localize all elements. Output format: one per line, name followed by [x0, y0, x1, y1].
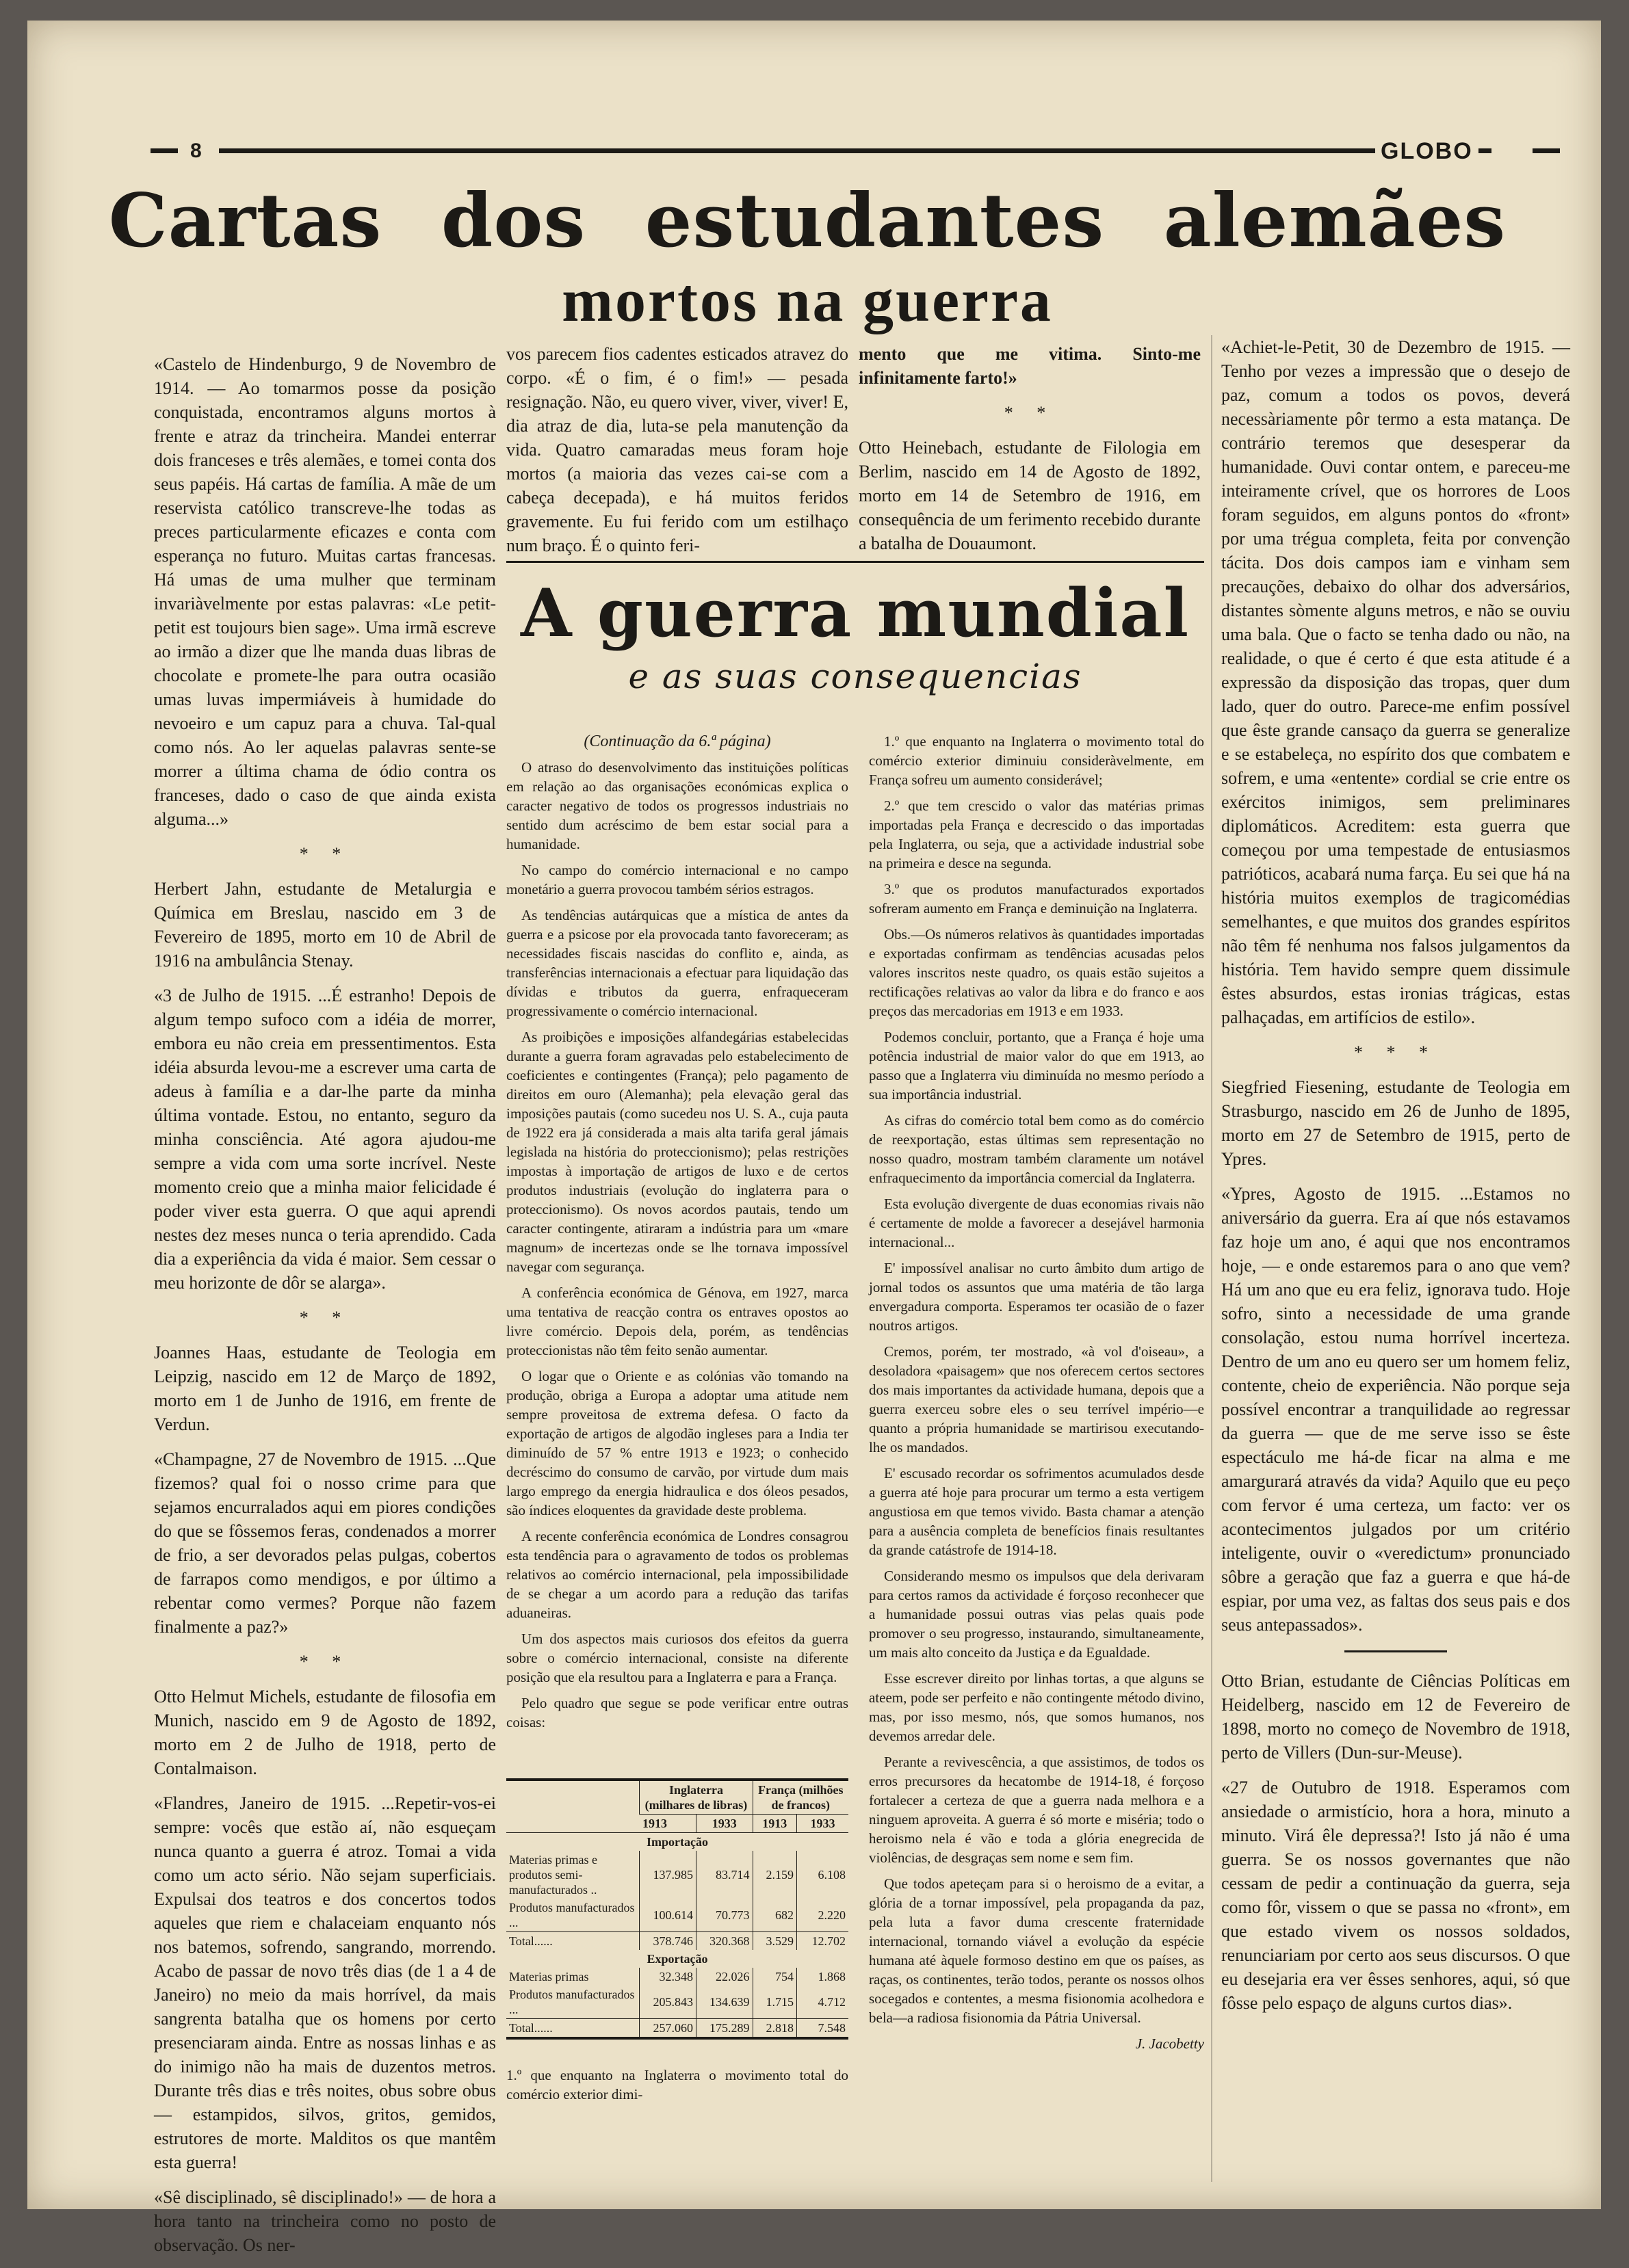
article-paragraph: A conferência económica de Génova, em 1927, marca uma tentativa de reacção contra os entraves opostos ao livre comércio. Depois dela, porém, as tendências proteccionistas não têm feito senão aumentar. — [506, 1284, 848, 1358]
letter-paragraph: «Achiet-le-Petit, 30 de Dezembro de 1915. — Tenho por vezes a impressão que o desejo de paz, comum a todos os povos, deverá necessàriamente pôr termo a esta matança. De contrário teremos que desesperar da humanidade. Ouvi contar ontem, e pareceu-me inteiramente crível, que os horrores de Loos foram seguidos, em alguns pontos do «front» por uma trégua completa, feita por convenção tácita. Dos dois campos iam e vinham sem precauções, debaixo do olhar dos adversários, distantes sòmente alguns metros, e não se ouviu uma bala. Que o facto se tenha dado ou não, na realidade, o que é certo é que esta atitude é a expressão da disposição das tropas, quer dum lado, quer do outro. Parece-me enfim possível que êste grande cansaço da guerra se generalize e se estabeleça, no espírito dos que combatem e sofrem, e uma «entente» cordial se crie entre os exércitos inimigos, sem preliminares diplomáticos. Acreditem: esta guerra que começou por uma tempestade de entusiasmos patrióticos, acabará numa farça. Eu sei que há na história muitos exemplos de tragicomédias semelhantes, e que muitos dos grandes espíritos não têm fé nenhuma nos falsos julgamentos da história. Tem havido sempre quem dissimule êstes absurdos, estas ironias trágicas, estas palhaçadas, em artifícios de estilo». — [1221, 337, 1570, 1027]
letter-paragraph: vos parecem fios cadentes esticados atravez do corpo. «É o fim, é o fim!» — pesada resignação. Não, eu quero viver, viver, viver! E, dia atraz de dia, luta-se pela manutenção da vida. Quatro camaradas meus foram hoje mortos (a maioria das vezes cai-se com a cabeça decepada), e há muitos feridos gravemente. Eu fui ferido com um estilhaço num braço. É o quinto feri- — [506, 344, 848, 555]
cell: 134.639 — [696, 1986, 753, 2019]
cell: 32.348 — [640, 1968, 696, 1986]
article-paragraph: Perante a revivescência, a que assistimos, de todos os erros precursores da hecatombe de 1914-18, é forçoso fortalecer a certeza de que a guerra nada melhora e a ninguem aproveita. A guerra é só morte e miséria; todo o heroismo nela é vão e toda a glória enegrecida de violências, de desgraças sem nome e sem fim. — [869, 1754, 1204, 1866]
table-year: 1913 — [640, 1815, 696, 1833]
letter-paragraph: «Champagne, 27 de Novembro de 1915. ...Que fizemos? qual foi o nosso crime para que sejamos encurralados aqui em piores condições do que se fôssemos feras, condenados a morrer de frio, a ser devorados pelas pulgas, cobertos de farrapos como mendigos, e por último a rebentar como vermes? Porque não fazem finalmente a paz?» — [154, 1449, 496, 1637]
main-subheadline: mortos na guerra — [562, 267, 1053, 334]
letter-paragraph: «Sê disciplinado, sê disciplinado!» — de hora a hora tanto na trincheira como no posto de observação. Os ner- — [154, 2187, 496, 2255]
article-paragraph: Que todos apeteçam para si o heroismo de a evitar, a glória de a tornar impossível, pela propaganda da paz, pela luta a favor duma crescente fraternidade internacional, tornando viável a evolução da espécie humana até àquele formoso destino em que os países, as raças, os continentes, terão todos, perante os nossos olhos socegados e contentes, a mesma fisionomia acolhedora e bela—a radiosa fisionomia da Pátria Universal. — [869, 1875, 1204, 2026]
article-column-right — [869, 732, 1204, 2060]
continuation-note: (Continuação da 6.ª página) — [584, 733, 771, 750]
table-row — [506, 1968, 848, 1986]
table-row — [506, 2019, 848, 2039]
author-note: Siegfried Fiesening, estudante de Teologia em Strasburgo, nascido em 26 de Junho de 1895, morto em 27 de Setembro de 1915, perto de Ypres. — [1221, 1077, 1570, 1169]
table-row — [506, 1899, 848, 1932]
article-paragraph: As proibições e imposições alfandegárias estabelecidas durante a guerra foram agravadas pelo estabelecimento de coeficientes e contingentes (França); pelo pagamento de direitos em ouro (Alemanha); pela elevação geral das imposições pautais (como sucedeu nos U. S. A., cuja pauta de 1922 era já considerada a mais alta tarifa geral jámais legislada na história do proteccionismo); pelas restrições impostas à importação de artigos de luxo e de certos produtos industriais (evolução do inglaterra para o proteccionismo). Os novos acordos pautais, tendo um caracter contingente, atiraram a indústria para um «mare magnum» de incertezas onde se lhe tornava impossível navegar com segurança. — [506, 1029, 848, 1275]
table-section-label: Importação — [647, 1835, 708, 1849]
table-header-blank — [506, 1780, 640, 1833]
cell: 12.702 — [796, 1932, 848, 1951]
column-divider — [1211, 335, 1212, 2182]
author-note: Herbert Jahn, estudante de Metalurgia e Química em Breslau, nascido em 3 de Fevereiro de 1895, morto em 10 de Abril de 1916 na ambulância Stenay. — [154, 879, 496, 971]
header-rule — [151, 138, 1560, 164]
article-paragraph: Esta evolução divergente de duas economias rivais não é certamente de molde a favorecer a desejável harmonia internacional... — [869, 1196, 1204, 1250]
article-paragraph: Podemos concluir, portanto, que a França é hoje uma potência industrial de maior valor do que em 1913, ao passo que a Inglaterra viu diminuída no mesmo período a sua importância industrial. — [869, 1029, 1204, 1103]
article-subheadline: e as suas consequencias — [628, 657, 1082, 696]
masthead: GLOBO — [1375, 138, 1478, 165]
cell: 320.368 — [696, 1932, 753, 1951]
letter-paragraph: «Flandres, Janeiro de 1915. ...Repetir-vos-ei sempre: vocês que estão aí, não esqueçam nunca quanto a guerra é atroz. Tomai a vida como um acto sério. Não sejam superficiais. Expulsai dos teatros e dos concertos todos aqueles que riem e chalaceiam enquanto nós nos batemos, sofrendo, sangrando, morrendo. Acabo de passar de novo três dias (de 1 a 4 de Janeiro) no meio da mais horrível, da mais sangrenta batalha que os homens por certo presenciaram ainda. Entre as nossas linhas e as do inimigo não ha mais de duzentos metros. Durante três dias e três noites, obus sobre obus — estampidos, silvos, gritos, gemidos, estrutores de morte. Malditos os que mantêm esta guerra! — [154, 1793, 496, 2172]
cell: 1.868 — [796, 1968, 848, 1986]
cell: 682 — [753, 1899, 796, 1932]
cell: 175.289 — [696, 2019, 753, 2039]
article-paragraph: O atraso do desenvolvimento das instituições políticas em relação ao das organisações económicas explica o caracter negativo de todos os progressos industriais no sentido dum acréscimo de bem estar social para a humanidade. — [506, 759, 848, 852]
author-note: Joannes Haas, estudante de Teologia em Leipzig, nascido em 12 de Março de 1892, morto em 1 de Junho de 1916, em frente de Verdun. — [154, 1343, 496, 1434]
table-year: 1913 — [753, 1815, 796, 1833]
cell: 257.060 — [640, 2019, 696, 2039]
page-number: 8 — [186, 140, 206, 163]
article-signature: J. Jacobetty — [1135, 2035, 1204, 2052]
main-headline: Cartas dos estudantes alemães — [108, 178, 1507, 264]
cell: 205.843 — [640, 1986, 696, 2019]
letter-paragraph: «27 de Outubro de 1918. Esperamos com ansiedade o armistício, hora a hora, minuto a minuto. Virá êle depressa?! Isto já não é uma guerra. Se os nossos governantes que não cessam de pedir a continuação da guerra, seja como fôr, vissem o que se passa no «front», em que estado vivem os nossos soldados, renunciariam por certo aos seus discursos. O que eu desejaria era ver êsses senhores, aqui, só que fôsse pelo espaço de alguns curtos dias». — [1221, 1778, 1570, 2013]
row-label: Produtos manufacturados ... — [509, 1988, 635, 2016]
article-paragraph: O logar que o Oriente e as colónias vão tomando na produção, obriga a Europa a adoptar uma atitude nem sempre proveitosa de extrema defesa. O facto da exportação de artigos de algodão ingleses para a India ter diminuído de 57 % entre 1913 e 1923; o conhecido decréscimo do consumo de carvão, por virtude dum mais largo emprego da energia hidraulica e dos óleos pesados, são índices eloquentes da gravidade deste problema. — [506, 1368, 848, 1518]
article-paragraph: 2.º que tem crescido o valor das matérias primas importadas pela França e decrescido o das importadas pela Inglaterra, ou seja, que a actividade industrial sobe na primeira e desce na segunda. — [869, 797, 1204, 871]
article-paragraph: As cifras do comércio total bem como as do comércio de reexportação, estas últimas sem representação no nosso quadro, mostram também claramente um notável enfraquecimento da importância comercial da Inglaterra. — [869, 1112, 1204, 1186]
table-row — [506, 1851, 848, 1899]
row-label: Total...... — [506, 1932, 640, 1951]
separator-dots: * * — [299, 1652, 351, 1672]
cell: 378.746 — [640, 1932, 696, 1951]
article-headline: A guerra mundial — [520, 575, 1190, 652]
letter-paragraph: «3 de Julho de 1915. ...É estranho! Depois de algum tempo sufoco com a idéia de morrer, embora eu não creia em pressentimentos. Esta idéia absurda levou-me a escrever uma carta de adeus à família e a dar-lhe parte da minha última vontade. Estou, no entanto, seguro da minha consciência. Até agora ajudou-me sempre a vida com uma sorte incrível. Neste momento creio que a minha maior felicidade é poder viver esta guerra. O que aqui aprendi nestes dez meses nunca o teria aprendido. Cada dia a experiência da vida é maior. Sem cessar o meu horizonte de dôr se alarga». — [154, 986, 496, 1293]
letter-paragraph: «Castelo de Hindenburgo, 9 de Novembro de 1914. — Ao tomarmos posse da posição conquistada, encontramos alguns mortos à frente e atraz da trincheira. Mandei enterrar dois franceses e três alemães, e tomei conta dos seus papéis. Há cartas de família. A mãe de um reservista católico transcreve-lhe todas as preces particularmente eficazes e conta com esperança no futuro. Muitas cartas francesas. Há umas de uma mulher que terminam invariàvelmente por estas palavras: «Le petit-petit est toujours bien sage». Uma irmã escreve ao irmão a dizer que lhe manda duas libras de chocolate e promete-lhe para outra ocasião umas luvas impermiáveis à humidade do nevoeiro e um capuz para a chuva. Tal-qual como nós. Ao ler aquelas palavras sente-se morrer a última chama de ódio contra os franceses, dado o caso de que ainda exista alguma...» — [154, 354, 496, 829]
separator-dots: * * — [1004, 403, 1056, 423]
cell: 83.714 — [696, 1851, 753, 1899]
cell: 4.712 — [796, 1986, 848, 2019]
cell: 2.220 — [796, 1899, 848, 1932]
article-paragraph: E' impossível analisar no curto âmbito dum artigo de jornal todos os assuntos que uma matéria de tão larga envergadura comporta. Esperamos ter ocasião de o fazer noutros artigos. — [869, 1260, 1204, 1334]
row-label: Materias primas — [509, 1970, 589, 1983]
letters-column-3 — [859, 342, 1201, 566]
table-header-franca: França (milhões de francos) — [753, 1780, 848, 1815]
article-paragraph: Esse escrever direito por linhas tortas, a que alguns se ateem, pode ser perfeito e não contingente método divino, mas, por isso mesmo, nós, que somos humanos, nos devemos arredar dele. — [869, 1670, 1204, 1744]
short-rule — [1344, 1650, 1447, 1652]
cell: 6.108 — [796, 1851, 848, 1899]
table-year: 1933 — [696, 1815, 753, 1833]
table-footnote: 1.º que enquanto na Inglaterra o movimento total do comércio exterior dimi- — [506, 2067, 848, 2102]
article-paragraph: As tendências autárquicas que a mística de antes da guerra e a psicose por ela provocada tanto favoreceram; as necessidades fiscais nascidas do conflito e, ainda, as transferências internacionais a efectuar para liquidação das dívidas e tributos da guerra, enfraqueceram progressivamente o comércio internacional. — [506, 907, 848, 1019]
letters-column-4 — [1221, 335, 1570, 2026]
article-column-left — [506, 732, 848, 1739]
cell: 1.715 — [753, 1986, 796, 2019]
article-paragraph: 3.º que os produtos manufacturados exportados sofreram aumento em França e deminuição na Inglaterra. — [869, 881, 1204, 917]
letter-paragraph: «Ypres, Agosto de 1915. ...Estamos no aniversário da guerra. Era aí que nós estavamos faz hoje um ano, é aqui que nos encontramos hoje, — e onde estaremos para o ano que vem? Há um ano que eu era feliz, ignorava tudo. Hoje sofro, sinto a necessidade de uma grande consolação, estou numa horrível incerteza. Dentro de um ano eu quero ser um homem feliz, contente, cheio de experiência. Não porque seja possível encontrar a tranquilidade ao regressar da guerra — que de me serve isso se êste espectáculo me há-de ficar na alma e me amargurará através da vida? Aquilo que eu peço com fervor é uma certeza, um facto: ver os acontecimentos julgados por um critério inteligente, ouvir o «veredictum» pronunciado sôbre a geração que faz a guerra e que há-de espiar, por uma vez, as faltas dos seus pais e dos seus antepassados». — [1221, 1184, 1570, 1635]
separator-dots: * * — [299, 844, 351, 864]
row-label: Produtos manufacturados ... — [509, 1901, 635, 1929]
row-label: Materias primas e produtos semi-manufacturados .. — [509, 1853, 597, 1897]
letters-column-2 — [506, 342, 848, 568]
article-paragraph: Considerando mesmo os impulsos que dela derivaram para certos ramos da actividade é forçoso reconhecer que a humanidade possui outras vias pelas quais pode promover o seu progresso, instaurando, simultaneamente, um mais alto conceito da Justiça e da Egualdade. — [869, 1568, 1204, 1661]
cell: 2.159 — [753, 1851, 796, 1899]
cell: 70.773 — [696, 1899, 753, 1932]
letters-column-1 — [154, 352, 496, 2268]
cell: 2.818 — [753, 2019, 796, 2039]
cell: 22.026 — [696, 1968, 753, 1986]
article-paragraph: No campo do comércio internacional e no campo monetário a guerra provocou também sérios estragos. — [506, 862, 848, 897]
cell: 3.529 — [753, 1932, 796, 1951]
table-section-label: Exportação — [647, 1952, 708, 1966]
article-paragraph: 1.º que enquanto na Inglaterra o movimento total do comércio exterior diminuiu consideràvelmente, em França sofreu um aumento considerável; — [869, 733, 1204, 788]
author-note: Otto Heinebach, estudante de Filologia em Berlim, nascido em 14 de Agosto de 1892, morto em 14 de Setembro de 1916, em consequência de um ferimento recebido durante a batalha de Douaumont. — [859, 438, 1201, 553]
author-note: Otto Helmut Michels, estudante de filosofia em Munich, nascido em 9 de Agosto de 1892, morto em 2 de Julho de 1918, perto de Contalmaison. — [154, 1687, 496, 1778]
table-year: 1933 — [796, 1815, 848, 1833]
letter-paragraph: mento que me vitima. Sinto-me infinitamente farto!» — [859, 344, 1201, 388]
newspaper-page — [27, 21, 1601, 2255]
article-paragraph: Um dos aspectos mais curiosos dos efeitos da guerra sobre o comércio internacional, consiste na diferente posição que ela resultou para a Inglaterra e para a França. — [506, 1631, 848, 1685]
article-paragraph: Cremos, porém, ter mostrado, «à vol d'oiseau», a desoladora «paisagem» que nos oferecem certos sectores dos mais importantes da actividade humana, depois que a guerra exerceu sobre eles o seu terrível império—e quanto a própria humanidade se martirisou executando-lhe os mandados. — [869, 1343, 1204, 1455]
cell: 100.614 — [640, 1899, 696, 1932]
cell: 137.985 — [640, 1851, 696, 1899]
trade-table — [506, 1778, 848, 2040]
table-row — [506, 1932, 848, 1951]
cell: 754 — [753, 1968, 796, 1986]
author-note: Otto Brian, estudante de Ciências Políticas em Heidelberg, nascido em 12 de Fevereiro de 1898, morto no começo de Novembro de 1918, perto de Villers (Dun-sur-Meuse). — [1221, 1671, 1570, 1763]
article-paragraph: Pelo quadro que segue se pode verificar entre outras coisas: — [506, 1695, 848, 1730]
row-label: Total...... — [506, 2019, 640, 2039]
cell: 7.548 — [796, 2019, 848, 2039]
table-row — [506, 1986, 848, 2019]
article-paragraph: A recente conferência económica de Londres consagrou esta tendência para o agravamento de todos os problemas relativos ao comércio internacional, pela impossibilidade de se chegar a um acordo para a redução das tarifas aduaneiras. — [506, 1528, 848, 1621]
section-divider — [506, 561, 1204, 563]
table-header-inglaterra: Inglaterra (milhares de libras) — [640, 1780, 753, 1815]
separator-dots: * * — [299, 1308, 351, 1328]
article-paragraph: Obs.—Os números relativos às quantidades importadas e exportadas confirmam as tendências acusadas pelos valores inscritos neste quadro, os quais estão sujeitos a rectificações relativas ao valor da libra e do franco e aos preços das mercadorias em 1913 e em 1933. — [869, 926, 1204, 1019]
article-paragraph: E' escusado recordar os sofrimentos acumulados desde a guerra até hoje para procurar um termo a esta vertigem angustiosa em que temos vivido. Basta chamar a atenção para a ausência completa de benefícios finais resultantes da grande catástrofe de 1914-18. — [869, 1465, 1204, 1558]
separator-dots: * * * — [1354, 1042, 1437, 1062]
